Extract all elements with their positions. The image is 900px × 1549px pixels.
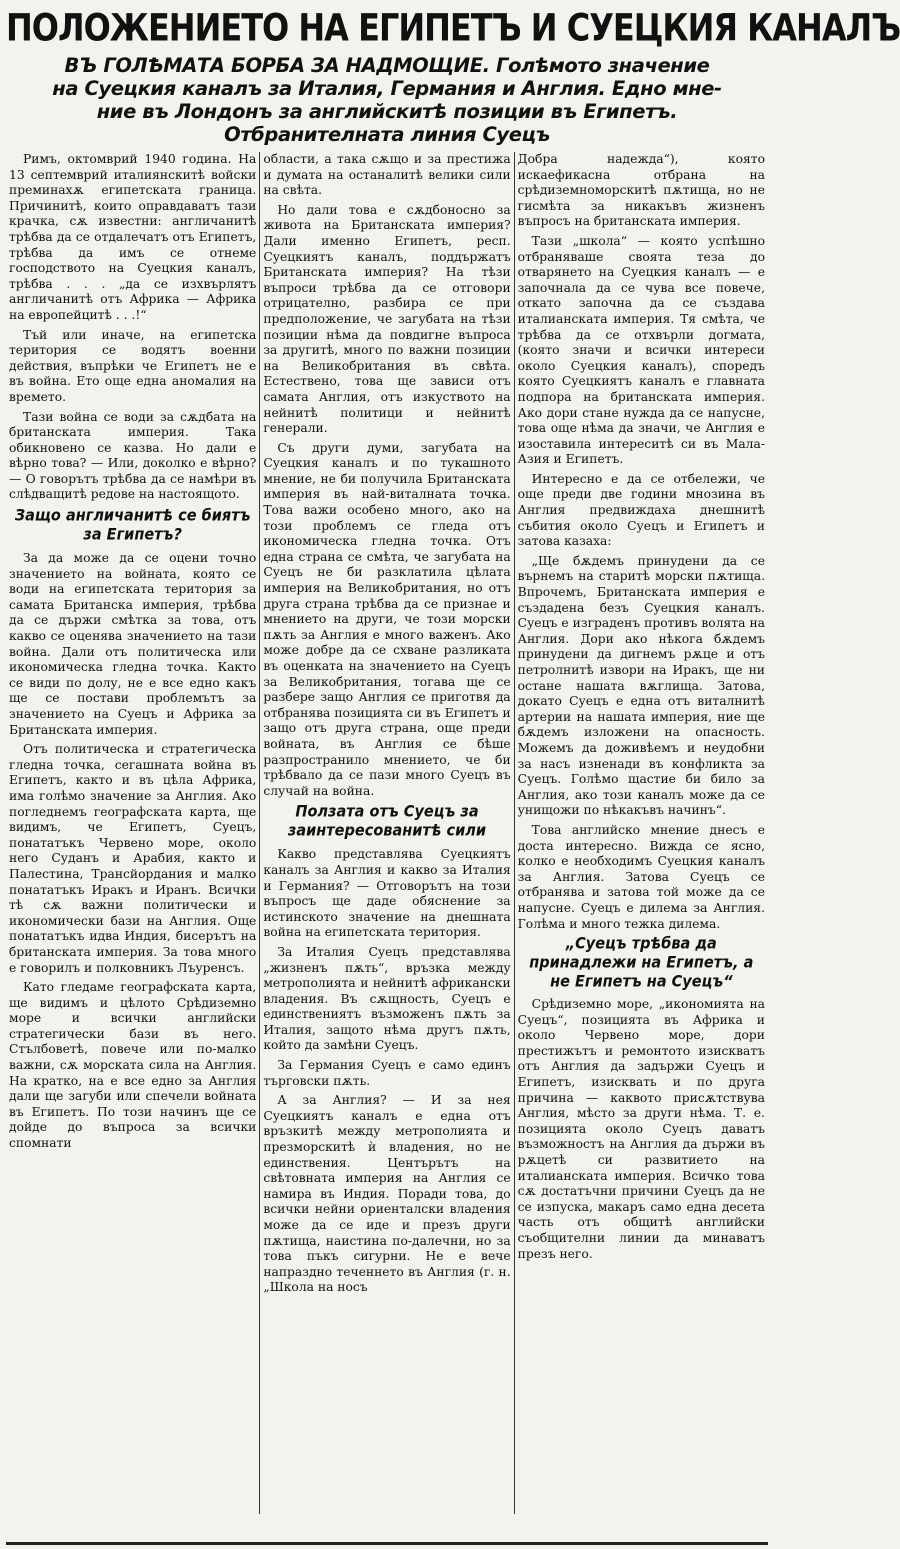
paragraph: Отъ политическа и стратегическа гледна точка, сегашната война въ Египетъ, както и въ цѣла Африка, има голѣмо значение за Англия. Ако погледнемъ географската карта, ще видимъ, че Египетъ, Суецъ, понататъкъ Червено море, около него Суданъ и Арабия, както и Палестина, Трансйордания и малко понататъкъ Иракъ и Иранъ. Всички тѣ сѫ важни политически и икономически бази на Англия. Още понататъкъ идва Индия, бисерътъ на британската империя. За това много е говорилъ и полковникъ Лъуренсъ.	[9, 742, 257, 975]
bottom-rule	[6, 1542, 768, 1545]
paragraph: Интересно е да се отбележи, че още преди две години мнозина въ Англия предвиждаха днешнитѣ събития около Суецъ и Египетъ и затова казаха:	[517, 471, 765, 549]
paragraph: области, а така сѫщо и за престижа и думата на останалитѣ велики сили на свѣта.	[263, 152, 511, 198]
paragraph: Какво представлява Суецкиятъ каналъ за Англия и какво за Италия и Германия? — Отговорътъ на този въпросъ ще даде обяснение за истинското значение на днешната война на египетската територия.	[263, 847, 511, 940]
section-heading: „Суецъ трѣбва да принадлежи на Египетъ, а не Египетъ на Суецъ“	[529, 935, 754, 992]
subheadline	[6, 54, 768, 146]
subhead-line-3: ние въ Лондонъ за английскитѣ позиции въ Египетъ.	[96, 100, 678, 123]
paragraph: Като гледаме географската карта, ще видимъ и цѣлото Срѣдиземно море и всички английски стратегически бази въ него. Стълбоветѣ, повече или по-малко важни, сѫ морската сила на Англия. На кратко, на е все едно за Англия дали ще загуби или спечели войната въ Египетъ. По този начинъ ще се дойде до въпроса за всички спомнати	[9, 980, 257, 1151]
column-middle	[259, 152, 514, 1514]
section-heading: Защо англичанитѣ се биятъ за Египетъ?	[14, 507, 251, 544]
paragraph: Тази война се води за сѫдбата на британската империя. Така обикновено се казва. Но дали е вѣрно това? — Или, доколко е вѣрно? — О говорътъ трѣбва да се намѣри въ слѣдващитѣ редове на настоящото.	[9, 409, 257, 502]
article-columns	[6, 152, 768, 1514]
subhead-line-1: ВЪ ГОЛѢМАТА БОРБА ЗА НАДМОЩИЕ. Голѣмото значение	[64, 54, 710, 77]
paragraph: За Италия Суецъ представлява „жизненъ пѫть“, връзка между метрополията и нейнитѣ африкански владения. Въ сѫщность, Суецъ е единствениятъ възможенъ пѫть за Италия, защото нѣма другъ пѫть, който да замѣни Суецъ.	[263, 944, 511, 1053]
paragraph: Но дали това е сѫдбоносно за живота на Британската империя? Дали именно Египетъ, респ. Суецкиятъ каналъ, поддържатъ Британската империя? На тѣзи въпроси трѣбва да се отговори отрицателно, разбира се при предположение, че загубата на тѣзи позиции нѣма да повдигне въпроса за другитѣ, много по важни позиции на Великобритания въ свѣта. Естествено, това ще зависи отъ самата Англия, отъ изкуството на нейнитѣ политици и нейнитѣ генерали.	[263, 202, 511, 436]
headline: ПОЛОЖЕНИЕТО НА ЕГИПЕТЪ И СУЕЦКИЯ КАНАЛЪ	[6, 5, 900, 51]
paragraph: Добра надежда“), която искаефикасна отбрана на срѣдиземноморскитѣ пѫтища, но не гисмѣта за никакъвъ жизненъ въпросъ на британската империя.	[517, 152, 765, 229]
paragraph: Тази „школа“ — която успѣшно отбраняваше своята теза до отварянето на Суецкия каналъ — е започнала да се чува все повече, откато започна да се създава италианската империя. Тя смѣта, че трѣбва да се отхвърли догмата, (която значи и всички интереси около Суецкия каналъ), споредъ която Суецкиятъ каналъ е главната подпора на британската империя. Ако дори стане нужда да се напусне, това още нѣма да значи, че Англия е изоставила интереситѣ си въ Мала-Азия и Египетъ.	[517, 233, 765, 467]
paragraph: За да може да се оцени точно значението на войната, която се води на египетската територия за самата Британска империя, трѣбва да се държи смѣтка за това, отъ какво се оценява значението на тази война. Дали отъ политическа или икономическа гледна точка. Както се види по долу, не е все едно какъ ще се постави проблемътъ за значението на Суецъ и Африка за Британската империя.	[9, 551, 257, 737]
paragraph: Срѣдиземно море, „икономията на Суецъ“, позицията въ Африка и около Червено море, дори престижътъ и ремонтото изискватъ отъ Англия да задържи Суецъ и Египетъ, изисквать и по друга причина — каквото присѫтствува Англия, мѣсто за други нѣма. Т. е. позицията около Суецъ даватъ възможностъ на Англия да държи въ рѫцетѣ си развитието на италианската империя. Всичко това сѫ достатъчни причини Суецъ да не се изпуска, макаръ само една десета часть отъ общитѣ английски съобщителни линии да минаватъ презъ него.	[517, 997, 765, 1261]
paragraph: Съ други думи, загубата на Суецкия каналъ и по тукашното мнение, не би получила Британската империя въ най-виталната точка. Това важи особено много, ако на този проблемъ се гледа отъ икономическа гледна точка. Отъ една страна се смѣта, че загубата на Суецъ не би разклатила цѣлата империя на Великобритания, но отъ друга страна трѣбва да се признае и мнението на други, че този морски пѫть за Англия е много важенъ. Ако може добре да се схване разликата въ оценката на значението на Суецъ за Великобритания, тогава ще се разбере защо Англия се приготвя да отбранява позицията си въ Египетъ и защо отъ друга страна, още преди войната, въ Англия се бѣше разпространило мнението, че би трѣбвало да се пази много Суецъ въ случай на война.	[263, 440, 511, 798]
quote-paragraph: „Ще бѫдемъ принудени да се върнемъ на старитѣ морски пѫтища. Впрочемъ, Британската империя е създадена безъ Суецкия каналъ. Суецъ е изграденъ противъ волята на Англия. Дори ако нѣкога бѫдемъ принудени да дигнемъ рѫце и отъ петролнитѣ извори на Иракъ, ще ни остане нашата вѫглища. Затова, докато Суецъ е една отъ виталнитѣ артерии на нашата империя, ние ще бѫдемъ изложени на опасность. Можемъ да доживѣемъ и неудобни за насъ изненади въ конфликта за Суецъ. Голѣмо щастие би било за Англия, ако този каналъ може да се унищожи по нѣкакъвъ начинъ“.	[517, 553, 765, 818]
subhead-line-2: на Суецкия каналъ за Италия, Германия и Англия. Едно мне-	[52, 77, 722, 100]
paragraph: За Германия Суецъ е само единъ търговски пѫть.	[263, 1058, 511, 1088]
column-right	[515, 152, 768, 1514]
paragraph: Тъй или иначе, на египетска територия се водятъ военни действия, въпрѣки че Египетъ не е въ война. Ето още една аномалия на времето.	[9, 327, 257, 404]
section-heading: Ползата отъ Суецъ за заинтересованитѣ сили	[287, 803, 487, 841]
paragraph: Римъ, октомврий 1940 година. На 13 септемврий италиянскитѣ войски преминахѫ египетската граница. Причинитѣ, които оправдаватъ тази крачка, сѫ известни: англичанитѣ трѣбва да се отдалечатъ отъ Египетъ, трѣбва да имъ се отнеме господството на Суецкия каналъ, трѣбва . . . „да се изхвърлятъ англичанитѣ отъ Африка — Африка на европейцитѣ . . .!“	[9, 152, 257, 322]
paragraph: Това английско мнение днесъ е доста интересно. Вижда се ясно, колко е необходимъ Суецкия каналъ за Англия. Затова Суецъ се отбранява и затова той може да се напусне. Суецъ е дилема за Англия. Голѣма и много тежка дилема.	[517, 822, 765, 931]
column-left	[6, 152, 259, 1514]
subhead-line-4: Отбранителната линия Суецъ	[224, 123, 550, 146]
paragraph: А за Англия? — И за нея Суецкиятъ каналъ е една отъ връзкитѣ между метрополията и презморскитѣ ѝ владения, но не единствения. Центърътъ на свѣтовната империя на Англия се намира въ Индия. Поради това, до всички нейни ориенталски владения може да се иде и презъ други пѫтища, наистина по-далечни, но за това пъкъ сигурни. Не е вече напраздно теченнето въ Англия (г. н. „Школа на носъ	[263, 1093, 511, 1295]
